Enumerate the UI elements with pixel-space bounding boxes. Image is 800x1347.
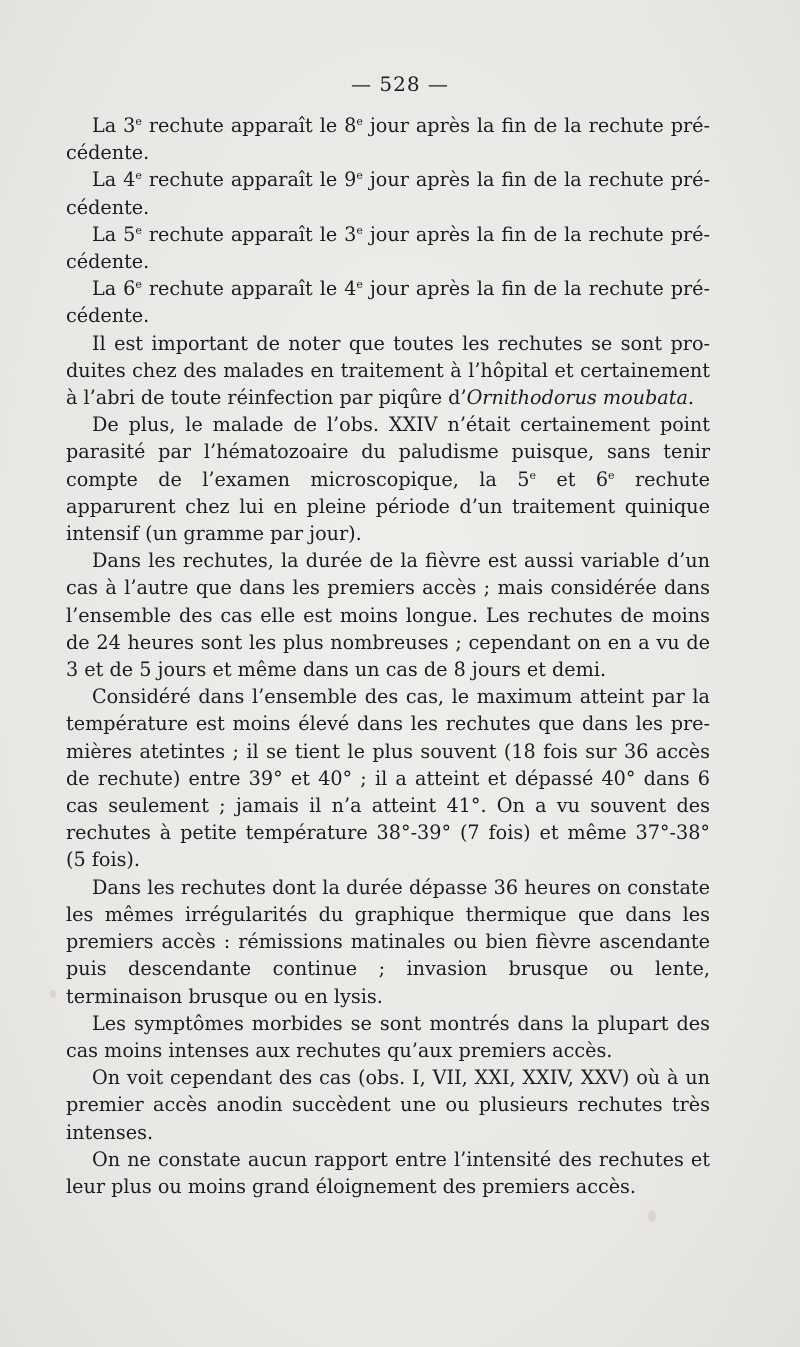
text-run: rechute apparurent chez lui en pleine période d’un traitement quinique intensif (un gramme par jour). [66, 467, 710, 546]
paper-speck [648, 1210, 656, 1222]
text-run: jour après la fin de la rechute précédente. [66, 222, 710, 274]
paragraph [66, 874, 710, 1010]
paragraph [66, 547, 710, 683]
paragraph [66, 166, 710, 220]
text-run: Il est important de noter que toutes les rechutes se sont produites chez des malades en traitement à l’hôpital et certainement à l’abri de toute réinfection par piqûre d’ [66, 331, 710, 410]
paragraph [66, 330, 710, 412]
text-run: Dans les rechutes, la durée de la fièvre est aussi variable d’un cas à l’autre que dans les premiers accès ; mais considérée dans l’ensemble des cas elle est moins longue. Les rechutes de moins de 24 heures sont les plus nombreuses ; cependant on en a vu de 3 et de 5 jours et même dans un cas de 8 jours et demi. [66, 549, 710, 682]
text-run: rechute apparaît le 9 [141, 168, 357, 192]
paragraph [66, 1064, 710, 1146]
page-number: — 528 — [351, 72, 449, 96]
text-run: jour après la fin de la rechute précédente. [66, 277, 710, 328]
superscript: e [135, 223, 142, 237]
paragraph [66, 275, 710, 329]
text-run: jour après la fin de la rechute précédente. [66, 114, 710, 165]
superscript: e [608, 468, 615, 482]
text-run: Considéré dans l’ensemble des cas, le maximum atteint par la température est moins élevé dans les rechutes que dans les premières atetintes ; il se tient le plus souvent (18 fois sur 36 accès de rechute) entre 39° et 40° ; il a atteint et dépassé 40° dans 6 cas seulement ; jamais il n’a atteint 41°. On a vu souvent des rechutes à petite température 38°-39° (7 fois) et même 37°-38° (5 fois). [66, 685, 710, 872]
superscript: e [356, 223, 363, 237]
text-run: La 4 [92, 168, 136, 192]
text-run: rechute apparaît le 4 [141, 277, 357, 301]
paragraph [66, 1146, 710, 1200]
superscript: e [135, 115, 142, 128]
text-run: De plus, le malade de l’obs. XXIV n’était certainement point parasité par l’hématozoaire du paludisme puisque, sans tenir compte de l’examen microscopique, la 5 [66, 413, 710, 491]
text-run: On voit cependant des cas (obs. I, VII, XXI, XXIV, XXV) où à un premier accès anodin succèdent une ou plusieurs rechutes très intenses. [66, 1066, 710, 1144]
paragraph [66, 683, 710, 873]
superscript: e [356, 115, 363, 128]
text-run: La 5 [92, 222, 136, 246]
text-run: Dans les rechutes dont la durée dépasse 36 heures on constate les mêmes irrégularités du graphique thermique que dans les premiers accès : rémissions matinales ou bien fièvre ascendante puis descendante continue ; invasion brusque ou lente, terminaison brusque ou en lysis. [66, 875, 710, 1008]
superscript: e [356, 278, 363, 292]
text-run: jour après la fin de la rechute précédente. [66, 168, 710, 219]
superscript: e [135, 278, 142, 292]
text-run: et 6 [535, 467, 609, 491]
paragraph [66, 221, 710, 275]
text-run: rechute apparaît le 3 [141, 222, 357, 246]
italic-text: Ornithodorus moubata. [466, 386, 694, 410]
text-run: rechute apparaît le 8 [141, 114, 357, 137]
superscript: e [135, 169, 142, 183]
text-run: La 3 [92, 114, 136, 137]
superscript: e [529, 468, 536, 482]
paragraph [66, 1010, 710, 1064]
body-text [66, 112, 710, 1200]
paragraph [66, 411, 710, 547]
paper-speck [50, 990, 56, 998]
text-run: On ne constate aucun rapport entre l’intensité des rechutes et leur plus ou moins grand éloignement des premiers accès. [66, 1147, 710, 1198]
superscript: e [356, 169, 363, 183]
text-run: Les symptômes morbides se sont montrés dans la plupart des cas moins intenses aux rechutes qu’aux premiers accès. [66, 1011, 710, 1062]
text-run: La 6 [92, 277, 136, 301]
paragraph [66, 112, 710, 166]
